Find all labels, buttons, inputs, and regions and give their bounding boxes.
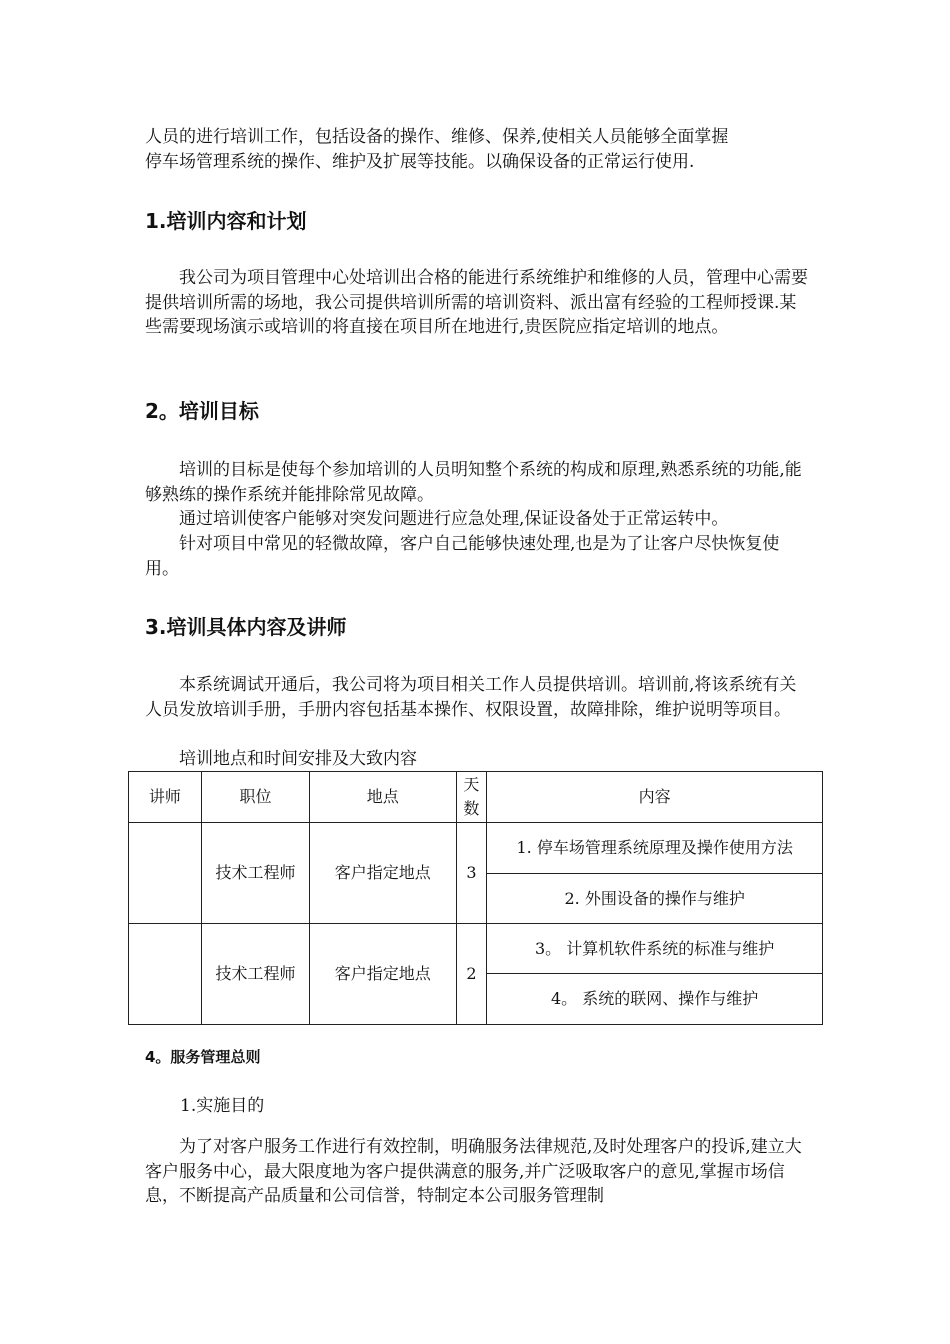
table-caption: 培训地点和时间安排及大致内容	[179, 749, 417, 769]
header-location: 地点	[310, 772, 457, 823]
cell-position: 技术工程师	[201, 924, 309, 1025]
header-content: 内容	[487, 772, 823, 823]
cell-content: 4。 系统的联网、操作与维护	[487, 974, 823, 1025]
intro-line-2: 停车场管理系统的操作、维护及扩展等技能。以确保设备的正常运行使用.	[145, 152, 695, 172]
header-lecturer: 讲师	[129, 772, 202, 823]
cell-lecturer	[129, 823, 202, 924]
table-row	[129, 823, 823, 874]
section-4-paragraph: 为了对客户服务工作进行有效控制，明确服务法律规范,及时处理客户的投诉,建立大客户服务中心，最大限度地为客户提供满意的服务,并广泛吸取客户的意见,掌握市场信息，不断提高产品质量和公司信誉，特制定本公司服务管理制	[145, 1137, 802, 1206]
cell-days: 2	[456, 924, 487, 1025]
section-4-heading: 4。服务管理总则	[145, 1048, 261, 1066]
section-4-subheading: 1.实施目的	[180, 1096, 265, 1116]
cell-position: 技术工程师	[201, 823, 309, 924]
section-1-heading: 1.培训内容和计划	[145, 209, 307, 233]
section-2-paragraph-2: 通过培训使客户能够对突发问题进行应急处理,保证设备处于正常运转中。	[179, 509, 729, 529]
section-2-paragraph-1: 培训的目标是使每个参加培训的人员明知整个系统的构成和原理,熟悉系统的功能,能够熟练的操作系统并能排除常见故障。	[145, 460, 802, 505]
section-3-heading: 3.培训具体内容及讲师	[145, 615, 347, 639]
section-3-paragraph: 本系统调试开通后，我公司将为项目相关工作人员提供培训。培训前,将该系统有关人员发放培训手册，手册内容包括基本操作、权限设置，故障排除，维护说明等项目。	[145, 675, 797, 720]
cell-location: 客户指定地点	[310, 823, 457, 924]
section-2-paragraph-3: 针对项目中常见的轻微故障，客户自己能够快速处理,也是为了让客户尽快恢复使用。	[145, 534, 780, 579]
cell-content: 2. 外围设备的操作与维护	[487, 874, 823, 924]
cell-lecturer	[129, 924, 202, 1025]
training-schedule-table	[128, 771, 823, 1025]
table-header-row	[129, 772, 823, 823]
header-position: 职位	[201, 772, 309, 823]
header-days: 天数	[456, 772, 487, 823]
cell-days: 3	[456, 823, 487, 924]
section-1-paragraph: 我公司为项目管理中心处培训出合格的能进行系统维护和维修的人员，管理中心需要提供培训所需的场地，我公司提供培训所需的培训资料、派出富有经验的工程师授课.某些需要现场演示或培训的将直接在项目所在地进行,贵医院应指定培训的地点。	[145, 268, 808, 337]
cell-content: 3。 计算机软件系统的标准与维护	[487, 924, 823, 974]
table-row	[129, 924, 823, 974]
cell-content: 1. 停车场管理系统原理及操作使用方法	[487, 823, 823, 874]
intro-line-1: 人员的进行培训工作，包括设备的操作、维修、保养,使相关人员能够全面掌握	[145, 127, 729, 147]
section-2-heading: 2。培训目标	[145, 399, 259, 423]
cell-location: 客户指定地点	[310, 924, 457, 1025]
